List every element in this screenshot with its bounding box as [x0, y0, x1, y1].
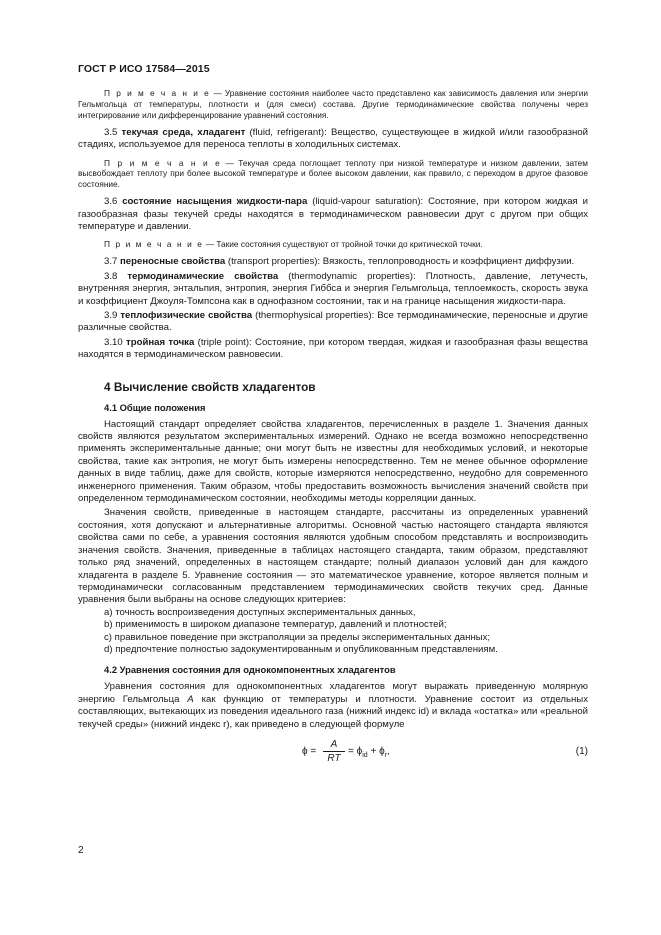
section-heading: 4 Вычисление свойств хладагентов: [104, 379, 316, 394]
formula-sub-id: id: [362, 751, 368, 759]
page-number: 2: [78, 845, 84, 856]
formula-tail: ,: [387, 745, 390, 757]
formula-phi: ϕ: [356, 745, 363, 757]
definition-number: 3.7: [104, 256, 121, 268]
list-item: a) точность воспроизведения доступных экспериментальных данных,: [104, 606, 416, 618]
formula-eq: =: [348, 745, 354, 757]
definition-term: текучая среда, хладагент: [121, 126, 246, 138]
definition-3-5: [78, 127, 588, 152]
formula-lhs: ϕ =: [302, 745, 317, 757]
note-text: — Уравнение состояния наиболее часто представлено как зависимость давления или энергии Гельмгольца от температуры, плотности и (для смеси) состава. Другие термодинамические свойства получены через интегрирование или дифференцирование уравнений состояния.: [78, 88, 588, 120]
note-text: — Такие состояния существуют от тройной точки до критической точки.: [203, 239, 483, 250]
page-content: [78, 88, 588, 769]
definition-number: 3.6: [104, 196, 123, 208]
definition-number: 3.9: [104, 310, 121, 321]
note-paragraph: [78, 88, 588, 121]
formula-number: (1): [575, 745, 588, 757]
list-item: d) предпочтение полностью задокументированным и опубликованным представлениям.: [104, 643, 498, 655]
definition-text: (thermophysical properties): Все термодинамические, переносные и другие различные свойства.: [78, 310, 588, 334]
note-label: П р и м е ч а н и е: [104, 157, 222, 168]
definition-3-9: [78, 310, 588, 335]
paragraph-text: Уравнения состояния для однокомпонентных хладагентов могут выражать приведенную молярную энергию Гельмгольца: [78, 681, 588, 705]
note-label: П р и м е ч а н и е: [104, 239, 204, 250]
subsection-heading: 4.1 Общие положения: [104, 401, 206, 413]
variable-A: A: [187, 693, 194, 705]
note-paragraph: [78, 158, 588, 191]
definition-3-8: [78, 271, 588, 308]
formula-numerator: A: [323, 739, 345, 752]
formula-plus: +: [370, 745, 377, 757]
definition-3-10: [78, 337, 588, 362]
body-paragraph: Настоящий стандарт определяет свойства хладагентов, перечисленных в разделе 1. Значения данных свойств являются результатом экспериментальных измерений. Однако не всегда возможно непосредственно применять экспериментальные данные; они могут быть не известны для необходимых условий, и некоторые свойства, такие как энтропия, не могут быть измерены непосредственно. Тем не менее обычное оформление данных в виде таблиц, даже для свойств, которые измеряются непосредственно, неудобно для современного инженерного применения. Таким образом, чтобы предоставить возможность вычисления значений свойств при определенном термодинамическом состоянии, необходимы методы корреляции данных.: [78, 418, 588, 505]
definition-text: (thermodynamic properties): Плотность, давление, летучесть, внутренняя энергия, энтальпия, энтропия, энергия Гиббса и энергия Гельмгольца, теплоемкость, скорость звука и коэффициент Джоуля-Томпсона как в однофазном состоянии, так и на границе насыщения жидкости-пара.: [78, 270, 588, 307]
definition-3-6: [78, 196, 588, 233]
body-paragraph: Значения свойств, приведенные в настоящем стандарте, рассчитаны из определенных уравнений состояния, хотя допускают и альтернативные алгоритмы. Основной частью настоящего стандарта являются свойства сами по себе, а уравнения состояния являются удобным способом представлять и воспроизводить значения свойств. Значения, приведенные в таблицах настоящего стандарта, таким образом, представляют только ряд значений, определенных в настоящем стандарте; полный диапазон условий дан для каждого хладагента в разделе 5. Уравнение состояния — это математическое уравнение, которое является полным и термодинамически согласованным представлением термодинамических свойств текучих сред. Данные уравнения были выбраны на основе следующих критериев:: [78, 507, 588, 606]
definition-text: (triple point): Состояние, при котором твердая, жидкая и газообразная фазы вещества находятся в термодинамическом равновесии.: [78, 336, 588, 361]
formula-fraction: [323, 739, 345, 765]
list-item: b) применимость в широком диапазоне температур, давлений и плотностей;: [104, 619, 447, 631]
definition-text: (fluid, refrigerant): Вещество, существующее в жидкой и/или газообразной стадиях, используемое для переноса теплоты в холодильных системах.: [78, 126, 588, 151]
definition-text: (transport properties): Вязкость, теплопроводность и коэффициент диффузии.: [225, 256, 575, 268]
definition-term: переносные свойства: [120, 256, 226, 268]
document-header: ГОСТ Р ИСО 17584—2015: [78, 63, 210, 75]
note-label: П р и м е ч а н и е: [104, 88, 211, 98]
note-text: — Текучая среда поглощает теплоту при низкой температуре и низком давлении, затем высвобождает теплоту при более высокой температуре и более высоком давлении, как правило, с переходом в другое фазовое состояние.: [78, 157, 588, 190]
formula-sub-r: r: [384, 751, 388, 759]
definition-term: тройная точка: [126, 336, 195, 348]
definition-3-7: [78, 256, 588, 268]
definition-number: 3.10: [104, 336, 127, 348]
formula-1: [78, 739, 588, 769]
definition-number: 3.5: [104, 126, 122, 138]
formula-phi: ϕ: [379, 745, 385, 757]
definition-term: состояние насыщения жидкости-пара: [122, 196, 308, 208]
note-paragraph: [78, 239, 588, 250]
definition-number: 3.8: [104, 270, 128, 282]
list-item: c) правильное поведение при экстраполяции за пределы экспериментальных данных;: [104, 631, 491, 643]
paragraph-text: как функцию от температуры и плотности. Уравнение состоит из отдельных составляющих, вытекающих из поведения идеального газа (нижний индекс id) и вклада «остатка» или «реальной текучей среды» (нижний индекс r), как приведено в следующей формуле: [78, 693, 588, 730]
subsection-heading: 4.2 Уравнения состояния для однокомпонентных хладагентов: [104, 664, 396, 676]
definition-term: термодинамические свойства: [127, 270, 279, 282]
body-paragraph: [78, 681, 588, 731]
definition-term: теплофизические свойства: [120, 310, 253, 321]
definition-text: (liquid-vapour saturation): Состояние, при котором жидкая и газообразная фазы текучей среды находятся в термодинамическом равновесии друг с другом при общих температуре и давлении.: [78, 196, 588, 233]
formula-denominator: RT: [327, 752, 341, 764]
formula-rhs: [348, 746, 390, 759]
